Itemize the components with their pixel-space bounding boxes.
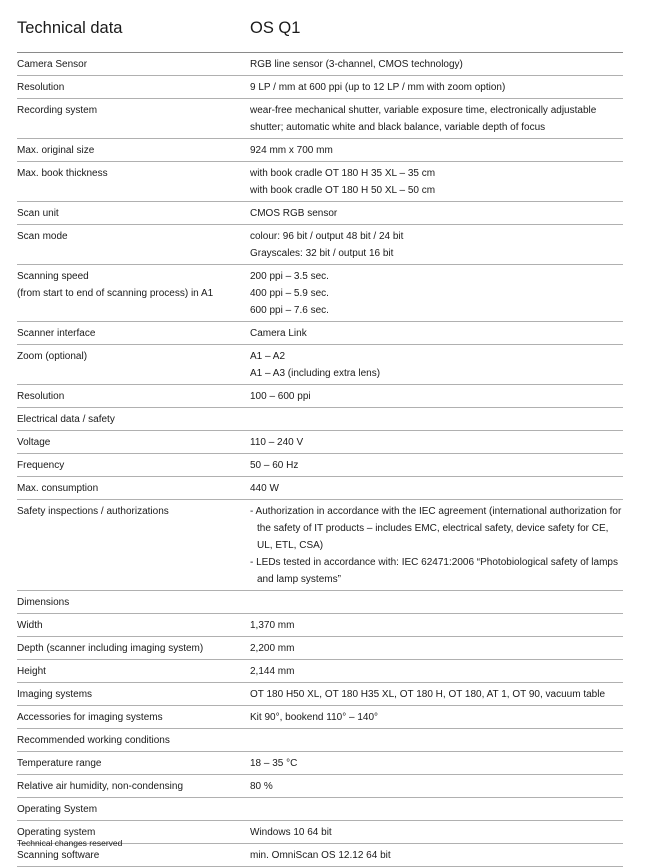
row-label (17, 79, 245, 96)
label-line: Temperature range (17, 758, 102, 769)
value-line: 110 – 240 V (250, 437, 304, 448)
row-value (250, 431, 623, 453)
row-label (17, 268, 245, 302)
table-row (17, 706, 623, 729)
value-line: min. OmniScan OS 12.12 64 bit (250, 850, 391, 861)
value-line: OT 180 H50 XL, OT 180 H35 XL, OT 180 H, OT 180, AT 1, OT 90, vacuum table (250, 689, 606, 700)
row-label (17, 411, 245, 428)
value-line: 2,144 mm (250, 666, 295, 677)
row-value (250, 821, 623, 843)
row-value (250, 408, 623, 430)
row-value (250, 322, 623, 344)
table-row (17, 139, 623, 162)
value-bullet: - Authorization in accordance with the IEC agreement (international authorization for the safety of IT products – includes EMC, electrical safety, device safety for CE, UL, ETL, CSA) (250, 506, 622, 551)
row-label (17, 142, 245, 159)
label-line: Recording system (17, 105, 98, 116)
label-line: Zoom (optional) (17, 351, 88, 362)
table-row (17, 660, 623, 683)
row-label (17, 847, 245, 864)
value-bullet: - LEDs tested in accordance with: IEC 62471:2006 “Photobiological safety of lamps and lamp systems” (250, 557, 618, 585)
label-line: Relative air humidity, non-condensing (17, 781, 184, 792)
label-line: Voltage (17, 437, 51, 448)
table-row (17, 265, 623, 322)
row-value (250, 385, 623, 407)
label-line: Electrical data / safety (17, 414, 115, 425)
row-value (250, 477, 623, 499)
value-line: Kit 90°, bookend 110° – 140° (250, 712, 379, 723)
row-label (17, 686, 245, 703)
label-line: Max. book thickness (17, 168, 108, 179)
row-value (250, 265, 623, 321)
row-label (17, 228, 245, 245)
row-value (250, 162, 623, 201)
row-label (17, 640, 245, 657)
row-value (250, 591, 623, 613)
table-row (17, 775, 623, 798)
row-value (250, 729, 623, 751)
label-line: Scanning software (17, 850, 100, 861)
value-line: CMOS RGB sensor (250, 208, 338, 219)
table-row (17, 345, 623, 385)
value-line: A1 – A2 (250, 351, 286, 362)
row-label (17, 778, 245, 795)
value-line: 100 – 600 ppi (250, 391, 311, 402)
value-line: 440 W (250, 483, 279, 494)
label-line: Dimensions (17, 597, 70, 608)
page-title: Technical data (17, 19, 123, 37)
label-line: Depth (scanner including imaging system) (17, 643, 204, 654)
row-label (17, 348, 245, 365)
label-line: Operating system (17, 827, 96, 838)
table-row (17, 99, 623, 139)
row-value (250, 454, 623, 476)
table-row (17, 477, 623, 500)
row-value (250, 76, 623, 98)
label-line: Width (17, 620, 43, 631)
table-row (17, 53, 623, 76)
row-label (17, 165, 245, 182)
row-value (250, 844, 623, 866)
row-value (250, 202, 623, 224)
row-label (17, 617, 245, 634)
row-value (250, 637, 623, 659)
row-label (17, 663, 245, 680)
label-line: Resolution (17, 82, 65, 93)
row-label (17, 325, 245, 342)
row-value (250, 683, 623, 705)
value-line: 9 LP / mm at 600 ppi (up to 12 LP / mm with zoom option) (250, 82, 506, 93)
table-row (17, 202, 623, 225)
value-line: with book cradle OT 180 H 35 XL – 35 cm (250, 168, 436, 179)
table-row (17, 225, 623, 265)
value-line: Camera Link (250, 328, 307, 339)
row-label (17, 205, 245, 222)
table-row (17, 500, 623, 591)
label-line: Max. original size (17, 145, 95, 156)
value-line: wear-free mechanical shutter, variable exposure time, electronically adjustable (250, 105, 597, 116)
row-value (250, 53, 623, 75)
row-value (250, 706, 623, 728)
value-line: 1,370 mm (250, 620, 295, 631)
label-line: Imaging systems (17, 689, 93, 700)
row-value (250, 798, 623, 820)
technical-data-table (17, 53, 623, 867)
table-row (17, 752, 623, 775)
label-line: (from start to end of scanning process) in A1 (17, 288, 214, 299)
table-row (17, 322, 623, 345)
row-value (250, 614, 623, 636)
label-line: Camera Sensor (17, 59, 88, 70)
value-line: with book cradle OT 180 H 50 XL – 50 cm (250, 185, 436, 196)
table-row (17, 591, 623, 614)
value-line: 18 – 35 °C (250, 758, 298, 769)
table-row (17, 431, 623, 454)
row-label (17, 801, 245, 818)
label-line: Scanner interface (17, 328, 96, 339)
label-line: Resolution (17, 391, 65, 402)
label-line: Scanning speed (17, 271, 89, 282)
table-row (17, 798, 623, 821)
row-label (17, 457, 245, 474)
row-label (17, 388, 245, 405)
value-line: RGB line sensor (3-channel, CMOS technology) (250, 59, 463, 70)
product-name: OS Q1 (250, 19, 301, 37)
row-value (250, 660, 623, 682)
label-line: Height (17, 666, 46, 677)
value-line: 80 % (250, 781, 273, 792)
value-line: 2,200 mm (250, 643, 295, 654)
table-row (17, 76, 623, 99)
row-label (17, 56, 245, 73)
value-line: Grayscales: 32 bit / output 16 bit (250, 248, 394, 259)
table-row (17, 729, 623, 752)
table-row (17, 637, 623, 660)
row-label (17, 503, 245, 520)
value-line: Windows 10 64 bit (250, 827, 332, 838)
footnote: Technical changes reserved (17, 838, 123, 848)
row-value (250, 345, 623, 384)
value-line: colour: 96 bit / output 48 bit / 24 bit (250, 231, 404, 242)
table-row (17, 385, 623, 408)
table-header (17, 19, 623, 53)
table-row (17, 162, 623, 202)
row-label (17, 102, 245, 119)
row-label (17, 480, 245, 497)
row-value (250, 752, 623, 774)
label-line: Safety inspections / authorizations (17, 506, 169, 517)
label-line: Operating System (17, 804, 98, 815)
table-row (17, 454, 623, 477)
label-line: Frequency (17, 460, 65, 471)
row-value (250, 139, 623, 161)
value-line: 50 – 60 Hz (250, 460, 299, 471)
value-line: A1 – A3 (including extra lens) (250, 368, 381, 379)
label-line: Scan mode (17, 231, 68, 242)
table-row (17, 408, 623, 431)
row-label (17, 594, 245, 611)
row-value (250, 500, 623, 590)
row-value (250, 775, 623, 797)
label-line: Scan unit (17, 208, 59, 219)
label-line: Recommended working conditions (17, 735, 170, 746)
row-value (250, 225, 623, 264)
row-label (17, 755, 245, 772)
value-line: 400 ppi – 5.9 sec. (250, 288, 329, 299)
row-value (250, 99, 623, 138)
table-row (17, 683, 623, 706)
value-line: shutter; automatic white and black balance, variable depth of focus (250, 122, 546, 133)
row-label (17, 732, 245, 749)
row-label (17, 709, 245, 726)
label-line: Max. consumption (17, 483, 99, 494)
label-line: Accessories for imaging systems (17, 712, 163, 723)
value-line: 600 ppi – 7.6 sec. (250, 305, 329, 316)
value-line: 200 ppi – 3.5 sec. (250, 271, 329, 282)
table-row (17, 614, 623, 637)
value-line: 924 mm x 700 mm (250, 145, 333, 156)
row-label (17, 434, 245, 451)
